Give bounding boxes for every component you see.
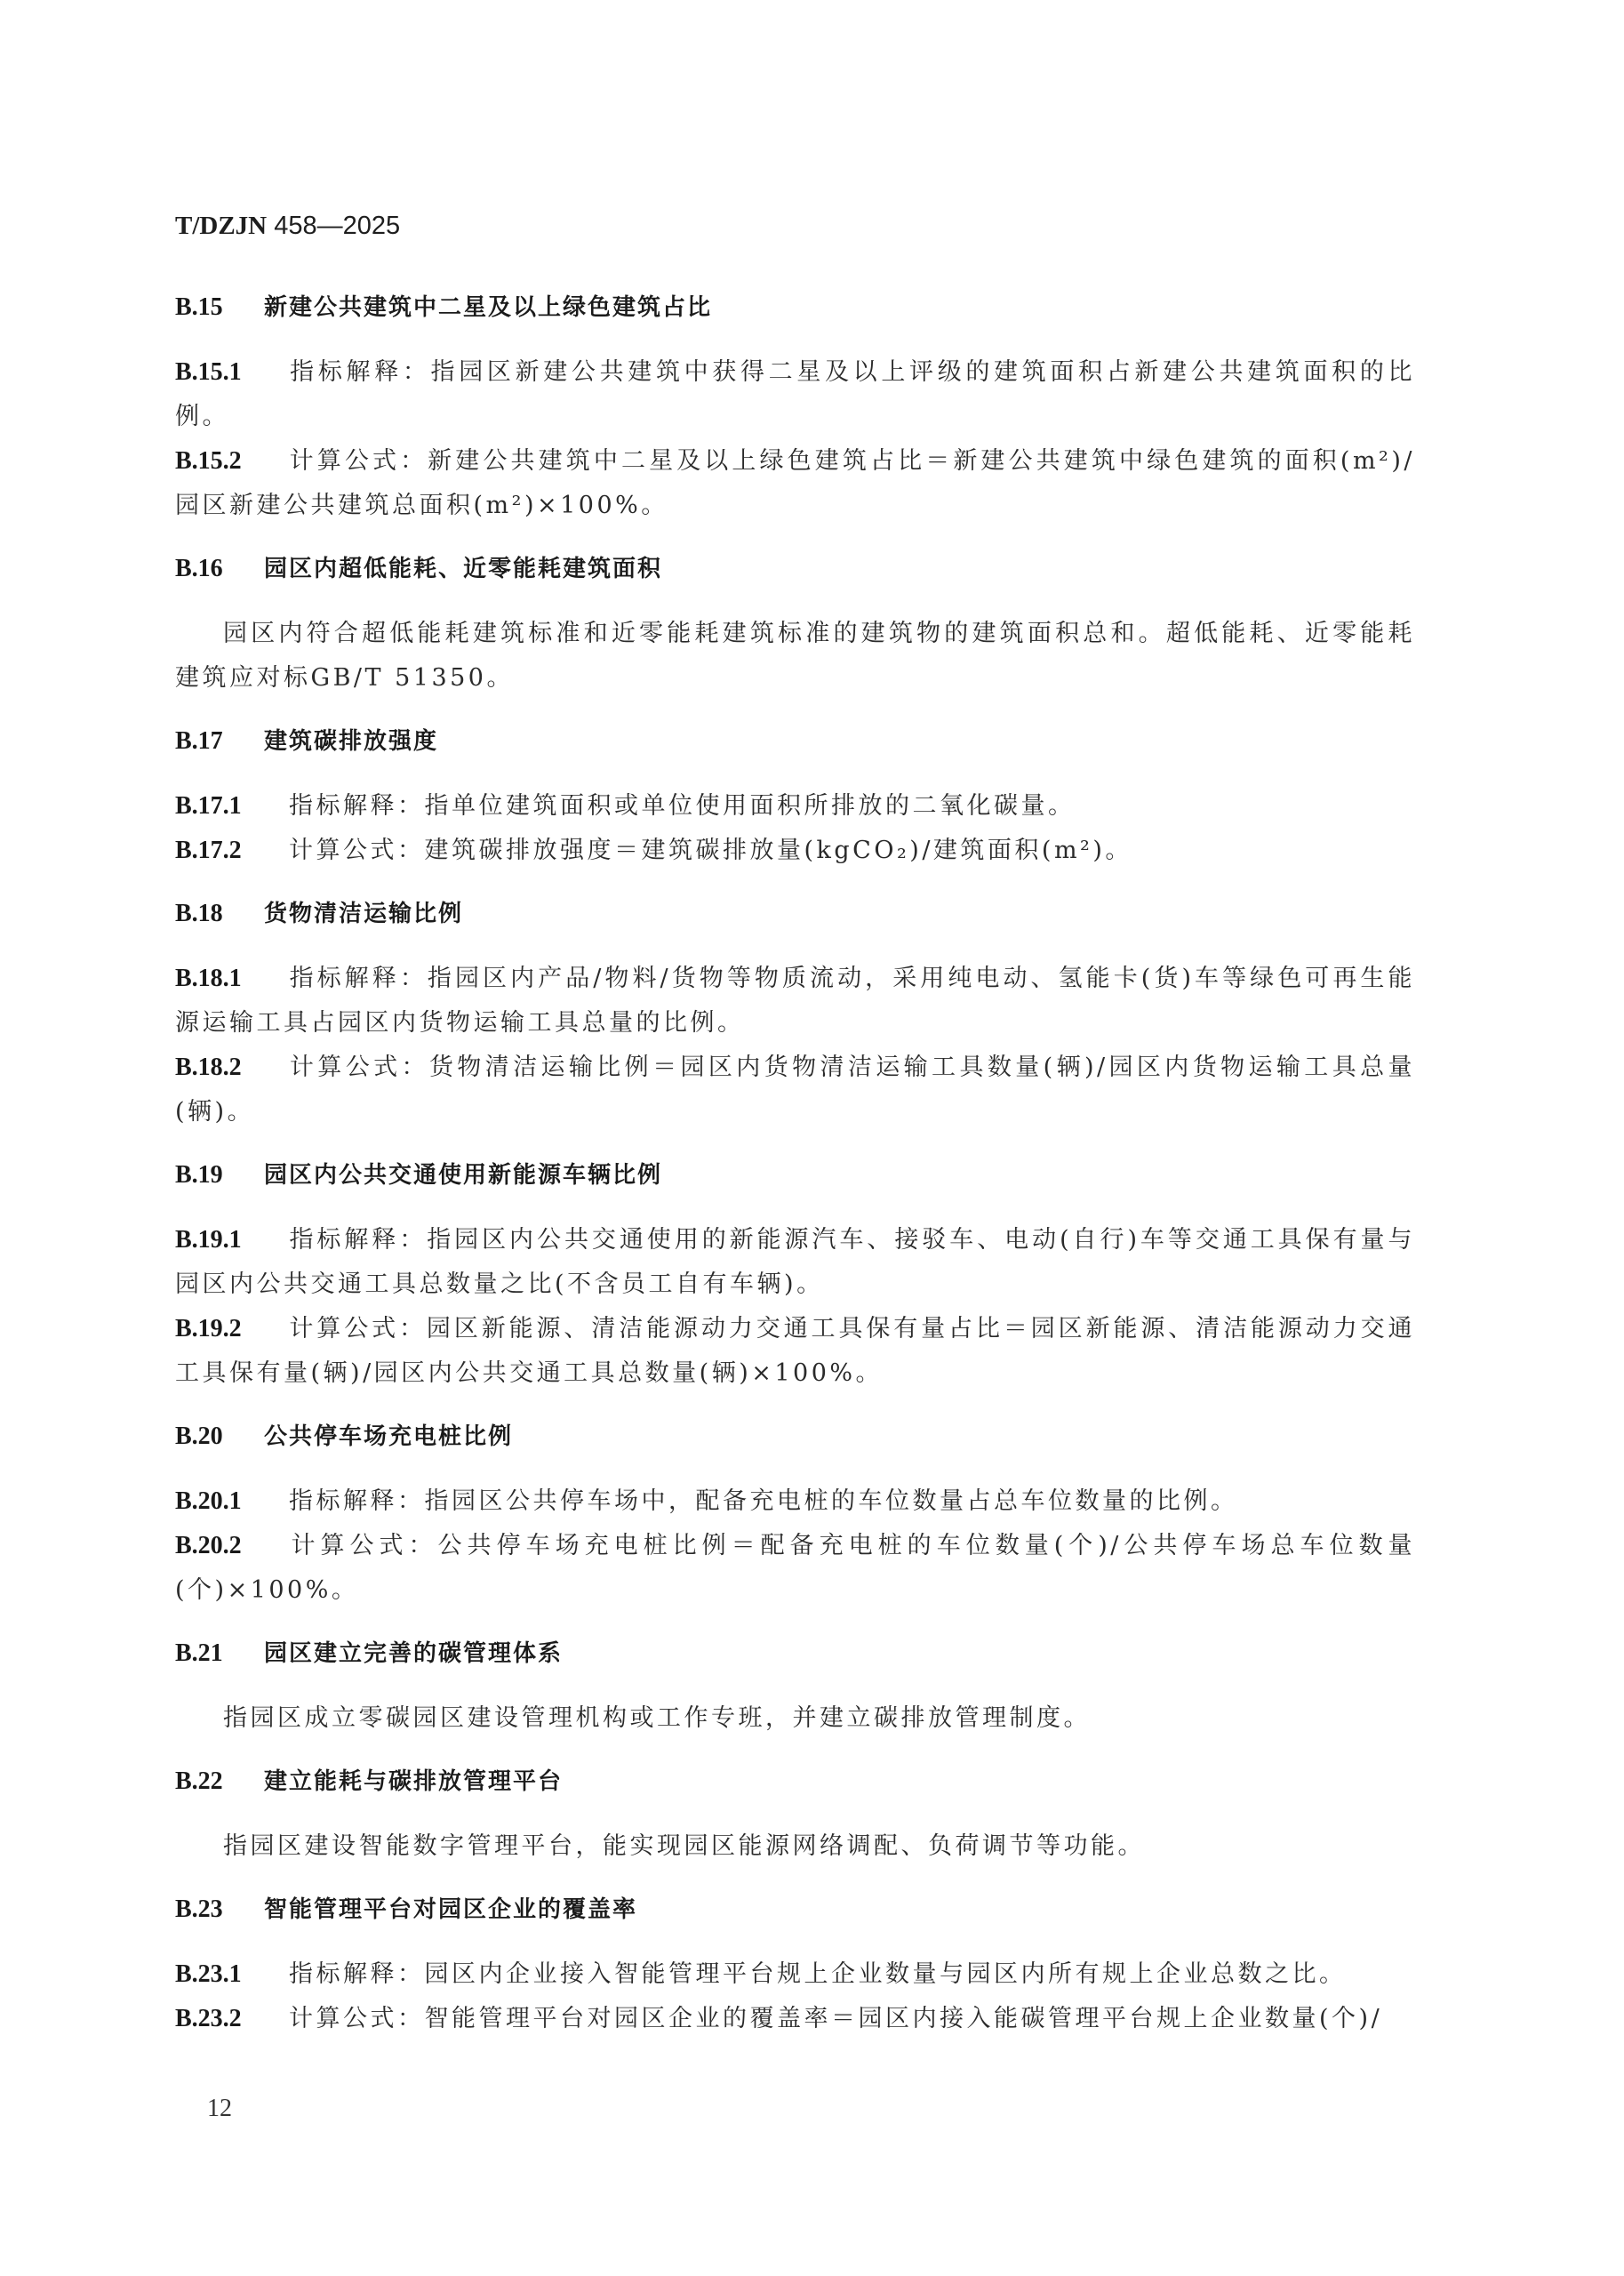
doc-code: T/DZJN <box>175 212 268 240</box>
section-number: B.15 <box>175 293 223 321</box>
clause-number: B.15.2 <box>175 447 242 475</box>
clause-number: B.19.2 <box>175 1315 242 1342</box>
clause <box>175 1479 1415 1524</box>
section-number: B.22 <box>175 1767 223 1795</box>
clause <box>175 1046 1415 1134</box>
clause-text: 计算公式：新建公共建筑中二星及以上绿色建筑占比＝新建公共建筑中绿色建筑的面积(m²)/园区新建公共建筑总面积(m²)×100%。 <box>175 447 1415 519</box>
clause-text: 指标解释：指园区新建公共建筑中获得二星及以上评级的建筑面积占新建公共建筑面积的比例。 <box>175 358 1415 430</box>
clause <box>175 1307 1415 1396</box>
section-heading <box>175 292 1415 324</box>
clause-text: 指标解释：园区内企业接入智能管理平台规上企业数量与园区内所有规上企业总数之比。 <box>289 1960 1347 1988</box>
section-title: 新建公共建筑中二星及以上绿色建筑占比 <box>264 294 713 321</box>
section-title: 园区建立完善的碳管理体系 <box>264 1640 564 1667</box>
section-b21 <box>175 1638 1415 1741</box>
doc-number: 458—2025 <box>274 212 401 240</box>
clause <box>175 784 1415 829</box>
section-heading <box>175 1421 1415 1453</box>
clause-number: B.23.2 <box>175 2005 242 2032</box>
section-b15 <box>175 292 1415 528</box>
clause-text: 计算公式：建筑碳排放强度＝建筑碳排放量(kgCO₂)/建筑面积(m²)。 <box>289 837 1132 864</box>
section-heading <box>175 1766 1415 1798</box>
clause-text: 计算公式：货物清洁运输比例＝园区内货物清洁运输工具数量(辆)/园区内货物运输工具总量(辆)。 <box>175 1054 1415 1126</box>
section-b23 <box>175 1894 1415 2041</box>
section-title: 智能管理平台对园区企业的覆盖率 <box>264 1896 638 1923</box>
section-number: B.16 <box>175 555 223 582</box>
document-identifier <box>175 212 400 241</box>
clause-number: B.18.1 <box>175 965 242 992</box>
clause-text: 指标解释：指园区内产品/物料/货物等物质流动，采用纯电动、氢能卡(货)车等绿色可再生能源运输工具占园区内货物运输工具总量的比例。 <box>175 965 1415 1037</box>
section-paragraph: 指园区成立零碳园区建设管理机构或工作专班，并建立碳排放管理制度。 <box>223 1704 1091 1732</box>
clause-number: B.17.2 <box>175 837 242 864</box>
clause <box>175 829 1415 873</box>
clause <box>175 1952 1415 1997</box>
clause-text: 指标解释：指园区内公共交通使用的新能源汽车、接驳车、电动(自行)车等交通工具保有量与园区内公共交通工具总数量之比(不含员工自有车辆)。 <box>175 1226 1415 1298</box>
clause-number: B.18.2 <box>175 1054 242 1081</box>
clause-text: 指标解释：指单位建筑面积或单位使用面积所排放的二氧化碳量。 <box>289 792 1076 820</box>
section-b16 <box>175 553 1415 701</box>
clause-number: B.15.1 <box>175 358 242 386</box>
section-heading <box>175 553 1415 585</box>
section-title: 货物清洁运输比例 <box>264 901 464 927</box>
clause-text: 计算公式：公共停车场充电桩比例＝配备充电桩的车位数量(个)/公共停车场总车位数量(个)×100%。 <box>175 1532 1415 1604</box>
section-b20 <box>175 1421 1415 1613</box>
clause <box>175 1524 1415 1613</box>
section-number: B.21 <box>175 1639 223 1667</box>
section-title: 园区内公共交通使用新能源车辆比例 <box>264 1162 663 1189</box>
clause-text: 计算公式：智能管理平台对园区企业的覆盖率＝园区内接入能碳管理平台规上企业数量(个)/ <box>289 2005 1383 2032</box>
clause <box>175 1218 1415 1307</box>
clause-number: B.20.2 <box>175 1532 242 1559</box>
section-heading <box>175 1159 1415 1191</box>
section-b18 <box>175 898 1415 1134</box>
section-title: 建筑碳排放强度 <box>264 728 439 755</box>
section-title: 园区内超低能耗、近零能耗建筑面积 <box>264 556 663 582</box>
clause-number: B.19.1 <box>175 1226 242 1254</box>
clause-number: B.23.1 <box>175 1960 242 1988</box>
clause <box>175 439 1415 528</box>
section-b22 <box>175 1766 1415 1869</box>
section-number: B.23 <box>175 1895 223 1923</box>
section-title: 建立能耗与碳排放管理平台 <box>264 1768 564 1795</box>
clause <box>175 957 1415 1046</box>
section-number: B.18 <box>175 900 223 927</box>
clause-text: 指标解释：指园区公共停车场中，配备充电桩的车位数量占总车位数量的比例。 <box>289 1487 1238 1515</box>
section-heading <box>175 1894 1415 1926</box>
document-body <box>175 292 1415 2066</box>
clause-number: B.17.1 <box>175 792 242 820</box>
section-paragraph: 指园区建设智能数字管理平台，能实现园区能源网络调配、负荷调节等功能。 <box>223 1832 1145 1860</box>
section-b19 <box>175 1159 1415 1396</box>
section-heading <box>175 1638 1415 1670</box>
clause <box>175 1997 1415 2041</box>
section-number: B.19 <box>175 1161 223 1189</box>
clause-text: 计算公式：园区新能源、清洁能源动力交通工具保有量占比＝园区新能源、清洁能源动力交通工具保有量(辆)/园区内公共交通工具总数量(辆)×100%。 <box>175 1315 1415 1387</box>
section-title: 公共停车场充电桩比例 <box>264 1423 514 1450</box>
section-paragraph: 园区内符合超低能耗建筑标准和近零能耗建筑标准的建筑物的建筑面积总和。超低能耗、近零能耗建筑应对标GB/T 51350。 <box>175 620 1415 692</box>
section-number: B.17 <box>175 727 223 755</box>
section-heading <box>175 725 1415 757</box>
page-number: 12 <box>207 2095 232 2122</box>
clause-number: B.20.1 <box>175 1487 242 1515</box>
section-heading <box>175 898 1415 930</box>
section-b17 <box>175 725 1415 873</box>
clause <box>175 350 1415 439</box>
section-number: B.20 <box>175 1422 223 1450</box>
